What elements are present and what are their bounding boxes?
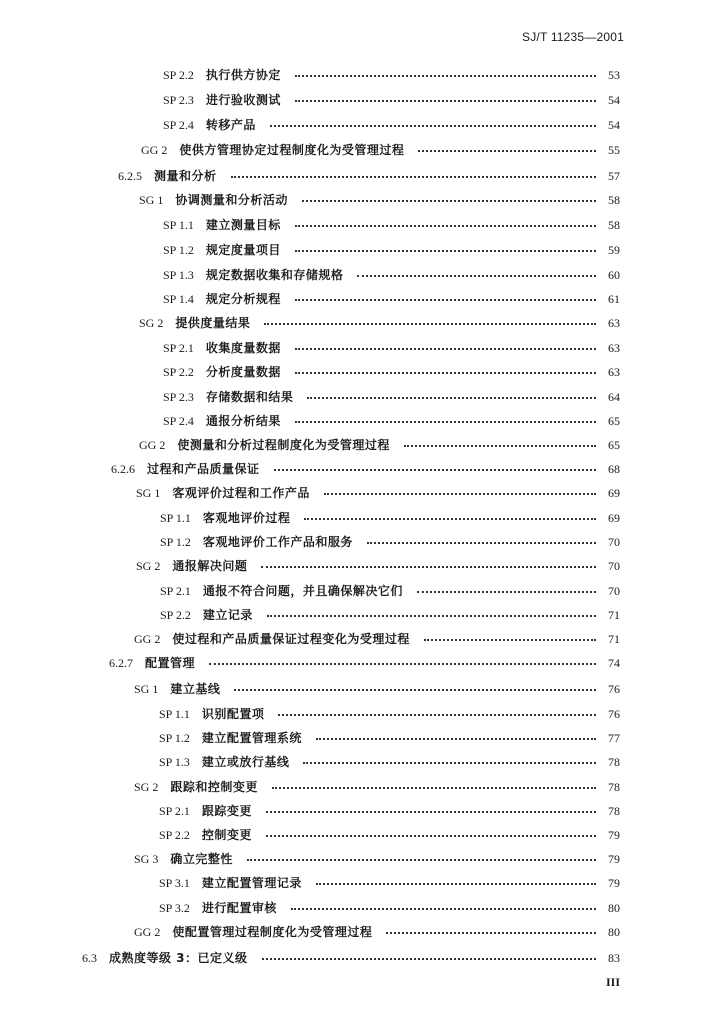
dot-leader [367,542,596,544]
toc-entry-number: 6.2.6 [111,462,135,476]
toc-entry-title: 执行供方协定 [205,68,281,82]
toc-entry-title: 识别配置项 [201,707,265,721]
toc-entry[interactable] [118,164,620,184]
toc-entry-title: 使过程和产品质量保证过程变化为受理过程 [172,632,410,646]
toc-entry[interactable] [163,336,620,356]
toc-entry[interactable] [136,481,620,501]
toc-entry-page: 71 [608,632,620,646]
dot-leader [304,518,596,520]
toc-entry-page: 78 [608,755,620,769]
toc-entry-number: SP 2.2 [159,828,190,842]
dot-leader [262,958,596,960]
toc-entry-number: SP 2.1 [160,584,191,598]
dot-leader [302,200,596,202]
toc-entry-page: 80 [608,901,620,915]
toc-entry-page: 61 [608,292,620,306]
toc-entry[interactable] [163,385,620,405]
toc-entry[interactable] [159,896,620,916]
toc-entry-number: SP 1.1 [160,511,191,525]
toc-entry-title: 跟踪和控制变更 [170,780,258,794]
toc-entry[interactable] [109,651,620,671]
toc-entry-title: 规定数据收集和存储规格 [205,268,344,282]
dot-leader [272,787,596,789]
toc-entry[interactable] [159,799,620,819]
toc-entry[interactable] [160,579,620,599]
dot-leader [295,421,596,423]
toc-entry[interactable] [163,238,620,258]
toc-entry[interactable] [139,433,620,453]
toc-entry-title: 进行验收测试 [205,93,281,107]
toc-entry-page: 74 [608,656,620,670]
dot-leader [264,323,596,325]
toc-entry-number: 6.3 [82,951,97,965]
toc-entry-page: 69 [608,511,620,525]
toc-entry-title: 客观评价过程和工作产品 [172,486,310,500]
toc-entry-number: SP 1.2 [159,731,190,745]
dot-leader [266,811,596,813]
toc-entry-number: SP 2.2 [163,365,194,379]
dot-leader [234,689,596,691]
toc-entry[interactable] [163,287,620,307]
toc-entry[interactable] [159,871,620,891]
dot-leader [316,738,596,740]
toc-entry-title: 控制变更 [201,828,252,842]
toc-entry-title: 过程和产品质量保证 [147,462,260,476]
toc-entry-number: SP 2.2 [160,608,191,622]
toc-entry-number: SP 1.3 [163,268,194,282]
toc-entry[interactable] [159,726,620,746]
toc-entry-number: SP 3.1 [159,876,190,890]
toc-entry[interactable] [160,530,620,550]
toc-entry-number: SP 2.1 [159,804,190,818]
toc-entry-title: 协调测量和分析活动 [175,193,288,207]
toc-entry-title: 规定度量项目 [205,243,281,257]
dot-leader [274,469,596,471]
toc-entry-number: SP 2.3 [163,93,194,107]
toc-entry-title: 使配置管理过程制度化为受管理过程 [172,925,373,939]
toc-entry-title: 通报分析结果 [205,414,281,428]
toc-entry[interactable] [159,750,620,770]
toc-entry[interactable] [163,213,620,233]
dot-leader [295,250,596,252]
dot-leader [295,100,596,102]
dot-leader [261,566,596,568]
toc-entry[interactable] [163,263,620,283]
toc-entry[interactable] [139,188,620,208]
document-code: SJ/T 11235—2001 [522,30,624,44]
dot-leader [303,762,596,764]
dot-leader [316,883,596,885]
toc-entry-number: GG 2 [134,925,161,939]
toc-entry-page: 64 [608,390,620,404]
toc-entry-number: SP 2.1 [163,341,194,355]
toc-entry-number: SG 2 [139,316,164,330]
toc-entry-number: SP 1.1 [159,707,190,721]
toc-entry[interactable] [134,677,620,697]
toc-entry-page: 70 [608,559,620,573]
toc-entry-title: 收集度量数据 [205,341,281,355]
dot-leader [357,275,596,277]
toc-entry-number: GG 2 [134,632,161,646]
toc-entry-page: 78 [608,780,620,794]
toc-entry-title: 进行配置审核 [201,901,277,915]
dot-leader [231,176,596,178]
toc-entry-page: 83 [608,951,620,965]
toc-entry-title: 确立完整性 [170,852,233,866]
toc-entry-title: 使供方管理协定过程制度化为受管理过程 [179,143,405,157]
toc-entry-number: SP 1.3 [159,755,190,769]
toc-entry-page: 65 [608,438,620,452]
toc-entry[interactable] [163,409,620,429]
toc-entry[interactable] [159,702,620,722]
toc-entry-title: 存储数据和结果 [205,390,294,404]
toc-entry-number: SG 1 [134,682,159,696]
toc-entry[interactable] [163,360,620,380]
toc-entry-page: 53 [608,68,620,82]
toc-entry[interactable] [134,775,620,795]
toc-entry-number: SP 3.2 [159,901,190,915]
toc-entry-number: GG 2 [139,438,166,452]
toc-entry-title: 建立或放行基线 [201,755,290,769]
toc-entry[interactable] [111,457,620,477]
toc-entry-page: 69 [608,486,620,500]
toc-entry-page: 59 [608,243,620,257]
toc-entry-page: 80 [608,925,620,939]
toc-entry-page: 63 [608,341,620,355]
toc-entry[interactable] [134,627,620,647]
dot-leader [267,615,596,617]
toc-entry-page: 79 [608,828,620,842]
toc-entry[interactable] [134,847,620,867]
toc-entry-number: SG 1 [139,193,164,207]
dot-leader [295,75,596,77]
toc-entry-page: 63 [608,316,620,330]
toc-entry-page: 54 [608,93,620,107]
toc-entry-page: 79 [608,852,620,866]
toc-entry[interactable] [82,946,620,966]
dot-leader [295,299,596,301]
toc-entry[interactable] [163,88,620,108]
toc-entry-title: 通报解决问题 [172,559,248,573]
toc-entry-title: 建立基线 [170,682,221,696]
toc-entry-title: 转移产品 [205,118,256,132]
dot-leader [307,397,596,399]
dot-leader [278,714,596,716]
toc-entry-page: 63 [608,365,620,379]
toc-entry-title: 测量和分析 [154,169,217,183]
toc-entry-number: 6.2.5 [118,169,142,183]
dot-leader [295,372,596,374]
dot-leader [424,639,596,641]
dot-leader [291,908,596,910]
dot-leader [417,591,596,593]
toc-entry[interactable] [141,138,620,158]
toc-entry-title: 通报不符合问题，并且确保解决它们 [202,584,403,598]
toc-entry-title: 建立配置管理记录 [201,876,302,890]
toc-entry-title: 跟踪变更 [201,804,252,818]
toc-entry-page: 78 [608,804,620,818]
toc-entry-page: 79 [608,876,620,890]
dot-leader [209,663,596,665]
toc-entry-page: 71 [608,608,620,622]
dot-leader [324,493,596,495]
toc-entry-title: 建立记录 [202,608,253,622]
dot-leader [386,932,596,934]
toc-entry-number: SP 1.1 [163,218,194,232]
toc-entry-title: 建立配置管理系统 [201,731,302,745]
page-number: III [605,975,620,989]
toc-entry-page: 76 [608,707,620,721]
toc-entry-title: 客观地评价工作产品和服务 [202,535,353,549]
toc-entry-title: 提供度量结果 [175,316,251,330]
toc-entry-page: 57 [608,169,620,183]
toc-entry[interactable] [159,823,620,843]
toc-entry-number: SG 1 [136,486,161,500]
toc-entry-number: GG 2 [141,143,168,157]
toc-entry-title: 配置管理 [145,656,196,670]
dot-leader [295,225,596,227]
toc-entry[interactable] [160,603,620,623]
toc-entry-page: 76 [608,682,620,696]
toc-entry[interactable] [136,554,620,574]
toc-entry-page: 60 [608,268,620,282]
toc-entry-title: 使测量和分析过程制度化为受管理过程 [177,438,390,452]
toc-entry-page: 70 [608,535,620,549]
toc-entry-number: SG 3 [134,852,159,866]
dot-leader [404,445,596,447]
toc-entry-page: 58 [608,218,620,232]
toc-entry-title: 建立测量目标 [205,218,281,232]
dot-leader [247,859,596,861]
dot-leader [418,150,596,152]
toc-entry-number: SP 1.2 [163,243,194,257]
dot-leader [266,835,596,837]
toc-entry-number: SP 2.4 [163,414,194,428]
toc-entry-page: 77 [608,731,620,745]
toc-entry-number: SP 2.3 [163,390,194,404]
toc-entry-page: 54 [608,118,620,132]
dot-leader [270,125,596,127]
toc-entry-number: SP 1.4 [163,292,194,306]
toc-entry-page: 55 [608,143,620,157]
dot-leader [295,348,596,350]
toc-entry-number: SG 2 [136,559,161,573]
toc-entry[interactable] [160,506,620,526]
toc-entry[interactable] [139,311,620,331]
toc-entry-title: 成熟度等级 3：已定义级 [109,951,248,965]
toc-entry-title: 客观地评价过程 [202,511,291,525]
toc-entry[interactable] [163,113,620,133]
toc-entry-page: 70 [608,584,620,598]
toc-entry-number: SP 2.2 [163,68,194,82]
toc-entry-page: 68 [608,462,620,476]
toc-entry-title: 分析度量数据 [205,365,281,379]
toc-entry[interactable] [134,920,620,940]
toc-entry-number: SP 2.4 [163,118,194,132]
toc-entry-number: SG 2 [134,780,159,794]
toc-entry-page: 65 [608,414,620,428]
toc-entry-title: 规定分析规程 [205,292,281,306]
toc-entry-number: SP 1.2 [160,535,191,549]
toc-entry[interactable] [163,63,620,83]
toc-entry-page: 58 [608,193,620,207]
toc-entry-number: 6.2.7 [109,656,133,670]
